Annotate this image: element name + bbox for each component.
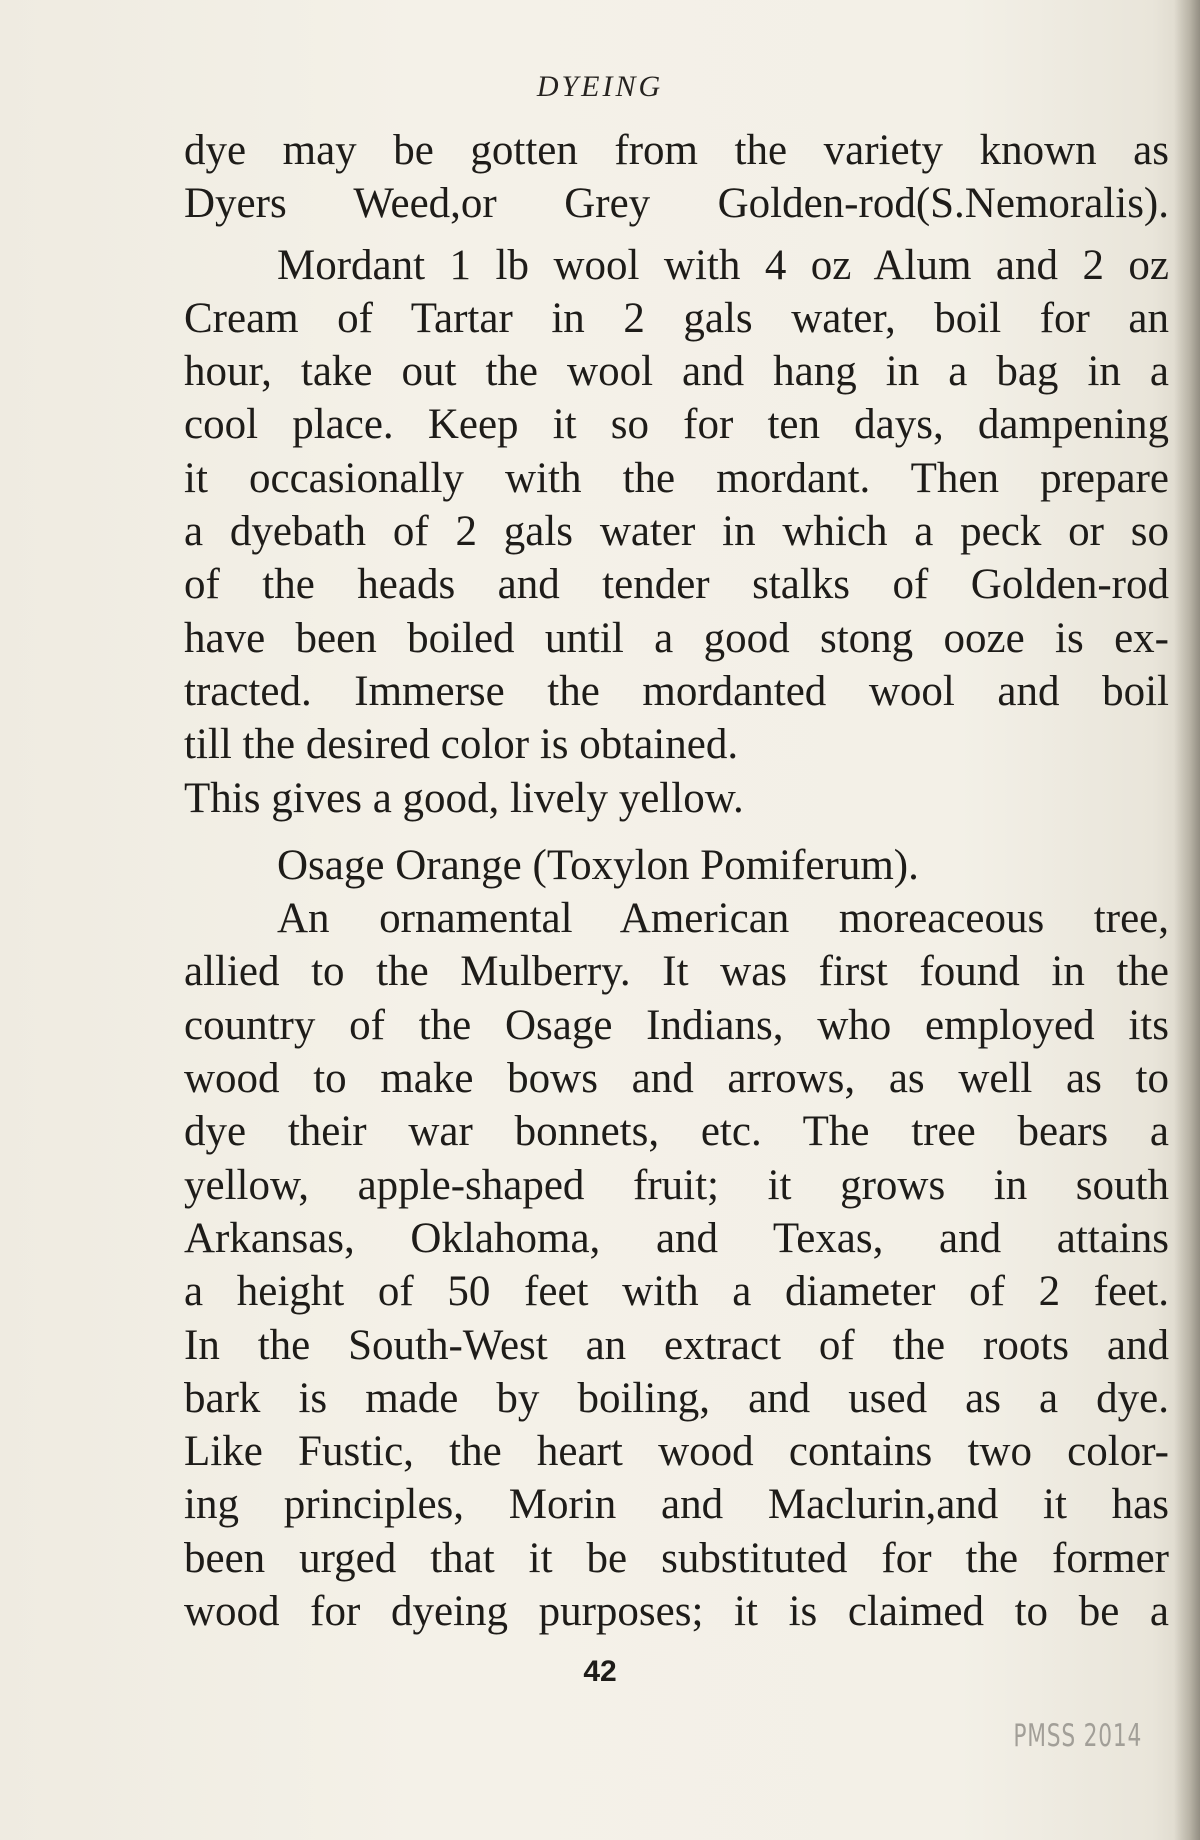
text-line: cool place. Keep it so for ten days, dampening (184, 401, 1169, 449)
text-line: a dyebath of 2 gals water in which a peck or so (184, 508, 1169, 556)
text-line: In the South-West an extract of the roots and (184, 1321, 1169, 1369)
page-number: 42 (583, 1655, 617, 1688)
text-line: Mordant 1 lb wool with 4 oz Alum and 2 oz (277, 241, 1169, 289)
text-line: country of the Osage Indians, who employed its (184, 1001, 1169, 1049)
body-text (184, 124, 1169, 1638)
text-line: wood for dyeing purposes; it is claimed to be a (184, 1588, 1169, 1636)
text-line: dye their war bonnets, etc. The tree bears a (184, 1108, 1169, 1156)
text-line: till the desired color is obtained. (184, 721, 739, 769)
text-line: Arkansas, Oklahoma, and Texas, and attains (184, 1214, 1169, 1262)
text-line: allied to the Mulberry. It was first found in the (184, 948, 1169, 996)
text-line: An ornamental American moreaceous tree, (277, 895, 1169, 943)
text-line: Dyers Weed,or Grey Golden-rod(S.Nemoralis). (184, 180, 1169, 228)
page-edge-shadow (1174, 0, 1200, 1840)
text-line: of the heads and tender stalks of Golden-rod (184, 561, 1169, 609)
text-line: Like Fustic, the heart wood contains two color- (184, 1428, 1169, 1476)
running-head: DYEING (536, 70, 664, 103)
section-heading: Osage Orange (Toxylon Pomiferum). (277, 841, 919, 889)
watermark: PMSS 2014 (1013, 1718, 1142, 1754)
text-line: dye may be gotten from the variety known as (184, 127, 1169, 174)
text-line: yellow, apple-shaped fruit; it grows in south (184, 1161, 1169, 1209)
text-line: Cream of Tartar in 2 gals water, boil for an (184, 294, 1169, 342)
text-line: ing principles, Morin and Maclurin,and it has (184, 1481, 1169, 1529)
text-line: have been boiled until a good stong ooze is ex- (184, 614, 1169, 662)
text-line: been urged that it be substituted for the former (184, 1534, 1169, 1582)
text-line: tracted. Immerse the mordanted wool and boil (184, 667, 1169, 715)
text-line: hour, take out the wool and hang in a bag in a (184, 348, 1169, 396)
text-line: bark is made by boiling, and used as a dye. (184, 1374, 1169, 1422)
text-line: This gives a good, lively yellow. (184, 774, 744, 822)
text-line: wood to make bows and arrows, as well as to (184, 1055, 1169, 1103)
text-line: it occasionally with the mordant. Then prepare (184, 454, 1169, 502)
text-line: a height of 50 feet with a diameter of 2 feet. (184, 1268, 1169, 1316)
